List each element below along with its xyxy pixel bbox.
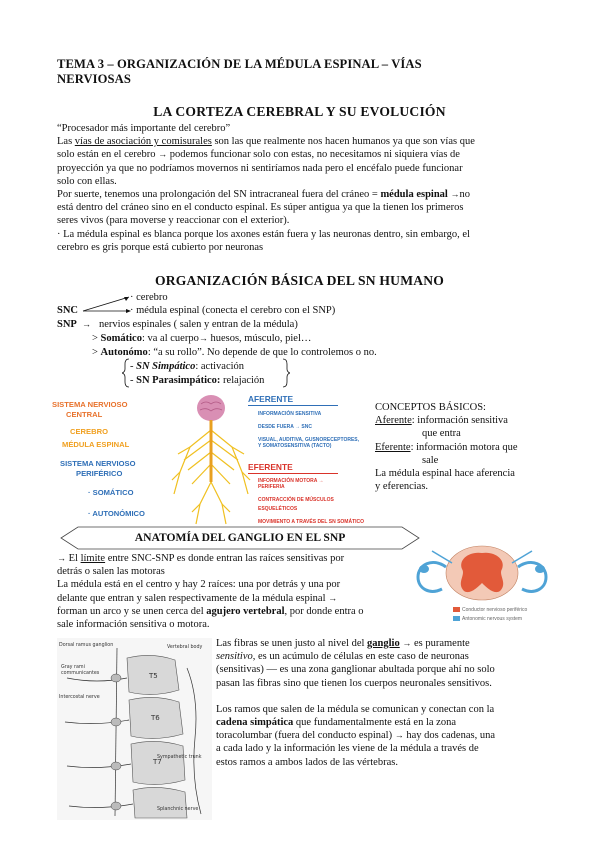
figure-label: Splanchnic nerve	[157, 807, 199, 812]
title-line1: TEMA 3 – ORGANIZACIÓN DE LA MÉDULA ESPINAL – VÍAS	[57, 57, 422, 71]
sn-organization	[57, 291, 542, 391]
concepts-note: La médula espinal hace aferencia y eferencias.	[375, 468, 515, 493]
efferent-title: EFERENTE	[248, 462, 293, 472]
figure-label: T7	[153, 758, 162, 766]
concepts-box: CONCEPTOS BÁSICOS: Aferente: información sensitiva que entra Eferente: información motora que sale La médula espinal hace aferencia y eferencias.	[375, 401, 550, 493]
arrow-icon: →	[328, 592, 338, 603]
snc-item-spinal: · médula espinal (conecta el cerebro con el SNP)	[130, 305, 336, 316]
figure-label: Vertebral body	[167, 645, 203, 650]
divider	[248, 473, 338, 474]
efferent-list: INFORMACIÓN MOTORA → PERIFERIA CONTRACCIÓN DE MÚSCULOS ESQUELÉTICOS MOVIMIENTO A TRAVÉS DEL SN SOMÁTICO	[258, 478, 365, 525]
legend-swatch	[453, 616, 460, 621]
figure-label: T6	[151, 714, 160, 722]
section1-heading: LA CORTEZA CEREBRAL Y SU EVOLUCIÓN	[153, 104, 446, 119]
autonomo-line: > Autonómo: “a su rollo”. No depende de que lo controlemos o no.	[92, 347, 377, 358]
paragraph: Por suerte, tenemos una prolongación del SN intracraneal fuera del cráneo = médula espinal →no está dentro del cráneo sino en el conducto espinal. Es súper antigua ya que la tienen los primeros seres vivos (para moverse y reaccionar con el exterior).	[57, 189, 470, 227]
paragraph: La médula está en el centro y hay 2 raíces: una por detrás y una por delante que entran y salen respectivamente de la médula espinal → forman un arco y se unen cerca del agujero vertebral, por donde entra o sale información sensitiva o motora.	[57, 579, 364, 631]
arrow-icon: →	[402, 638, 412, 648]
afferent-efferent-panel	[248, 394, 370, 524]
afferent-title: AFERENTE	[248, 394, 294, 404]
underlined-term: vías de asociación y comisurales	[74, 136, 212, 148]
diagram-label: SISTEMA NERVIOSO PERIFÉRICO	[60, 459, 136, 478]
paragraph: · La médula espinal es blanca porque los axones están fuera y las neuronas dentro, sin embargo, el cerebro es gris porque está cubierto por neuronas	[57, 228, 470, 253]
somatico-line: > Somático: va al cuerpo→ huesos, músculo, piel…	[92, 333, 312, 344]
section2-heading: ORGANIZACIÓN BÁSICA DEL SN HUMANO	[154, 273, 445, 288]
figure-label: Intercostal nerve	[59, 695, 100, 700]
section3-heading: ANATOMÍA DEL GANGLIO EN EL SNP	[134, 531, 346, 544]
paragraph: Las vías de asociación y comisurales son las que realmente nos hacen humanos ya que son vías que solo están en el cerebro → podemos funcionar solo con estas, no necesitamos ni siquiera vías de proyección ya que no podríamos movernos ni sentiríamos nada pero el encéfalo puede funcionar solo con ellas.	[57, 136, 475, 187]
eferente-definition: Eferente: información motora que	[375, 441, 518, 453]
cross-section-legend: Conductor nervioso periférico Antonomic nervous system	[462, 607, 528, 622]
snc-item-brain: · cerebro	[130, 292, 168, 303]
snp-text: nervios espinales ( salen y entran de la médula)	[99, 319, 298, 330]
document-title	[57, 57, 422, 87]
diagram-label: MÉDULA ESPINAL	[62, 440, 130, 449]
diagram-label: CEREBRO	[70, 427, 108, 436]
ganglion-text	[216, 637, 546, 769]
figure-label: Dorsal ramus ganglion	[59, 643, 114, 648]
section1-body	[57, 122, 542, 254]
legend-swatch	[453, 607, 460, 612]
arrow-icon: →	[158, 149, 168, 160]
diagram-label: · SOMÁTICO	[88, 488, 134, 497]
figure-label: communicantes	[61, 671, 100, 676]
figure-label: Sympathetic trunk	[157, 755, 202, 760]
snp-label: SNP	[57, 319, 77, 330]
figure-label: T5	[149, 672, 158, 680]
bold-term: agujero vertebral	[206, 605, 285, 617]
figure-label: Gray rami	[61, 665, 85, 670]
snc-label: SNC	[57, 305, 79, 316]
divider	[248, 405, 338, 406]
arrow-icon: →	[394, 730, 404, 741]
paragraph: Los ramos que salen de la médula se comunican y conectan con la cadena simpática que fundamentalmente está en la zona toracolumbar (fuera del conducto espinal) → hay dos cadenas, una a cada lado y la información les viene de la médula a través de estos ramos a ambos lados de las vértebras.	[216, 703, 495, 768]
arrow-icon: →	[450, 189, 460, 200]
sympathetic-chain-illustration	[57, 638, 212, 820]
arrow-icon: →	[82, 319, 91, 329]
human-nervous-system-illustration	[170, 392, 252, 526]
parasimpatico-line: - SN Parasimpático: relajación	[130, 375, 265, 386]
brace-icon	[282, 358, 290, 388]
arrow-icon: →	[198, 333, 208, 343]
nervous-system-diagram	[52, 392, 370, 526]
aferente-definition: Aferente: información sensitiva	[375, 415, 508, 427]
underlined-term: límite	[80, 553, 106, 564]
paragraph: → El límite entre SNC-SNP es donde entran las raíces sensitivas por detrás o salen las motoras	[57, 553, 345, 578]
diagram-label: SISTEMA NERVIOSO CENTRAL	[52, 400, 128, 419]
afferent-list: INFORMACIÓN SENSITIVA DESDE FUERA → SNC VISUAL, AUDITIVA, GUSNORECEPTORES, Y SOMATOSENSITIVA (TACTO)	[258, 411, 360, 449]
quote: “Procesador más importante del cerebro”	[57, 123, 231, 134]
bold-term: médula espinal	[380, 189, 448, 201]
arrow-icon: →	[57, 553, 66, 563]
paragraph: Las fibras se unen justo al nivel del ganglio → es puramente sensitivo, es un acúmulo de células en este caso de neuronas (sensitivas) — es una zona ganglionar abultada porque ahí no solo pasan las fibras sino que tienen los cuerpos neuronales sensitivos.	[216, 638, 495, 689]
diagram-label: · AUTONÓMICO	[88, 509, 145, 518]
underlined-term: ganglio	[367, 638, 400, 649]
brace-icon	[122, 358, 130, 388]
concepts-title: CONCEPTOS BÁSICOS:	[375, 402, 486, 413]
bold-term: cadena simpática	[216, 717, 294, 729]
simpatico-line: - SN Simpático: activación	[130, 361, 245, 372]
section3-body	[57, 552, 417, 631]
title-line2: NERVIOSAS	[57, 72, 131, 86]
